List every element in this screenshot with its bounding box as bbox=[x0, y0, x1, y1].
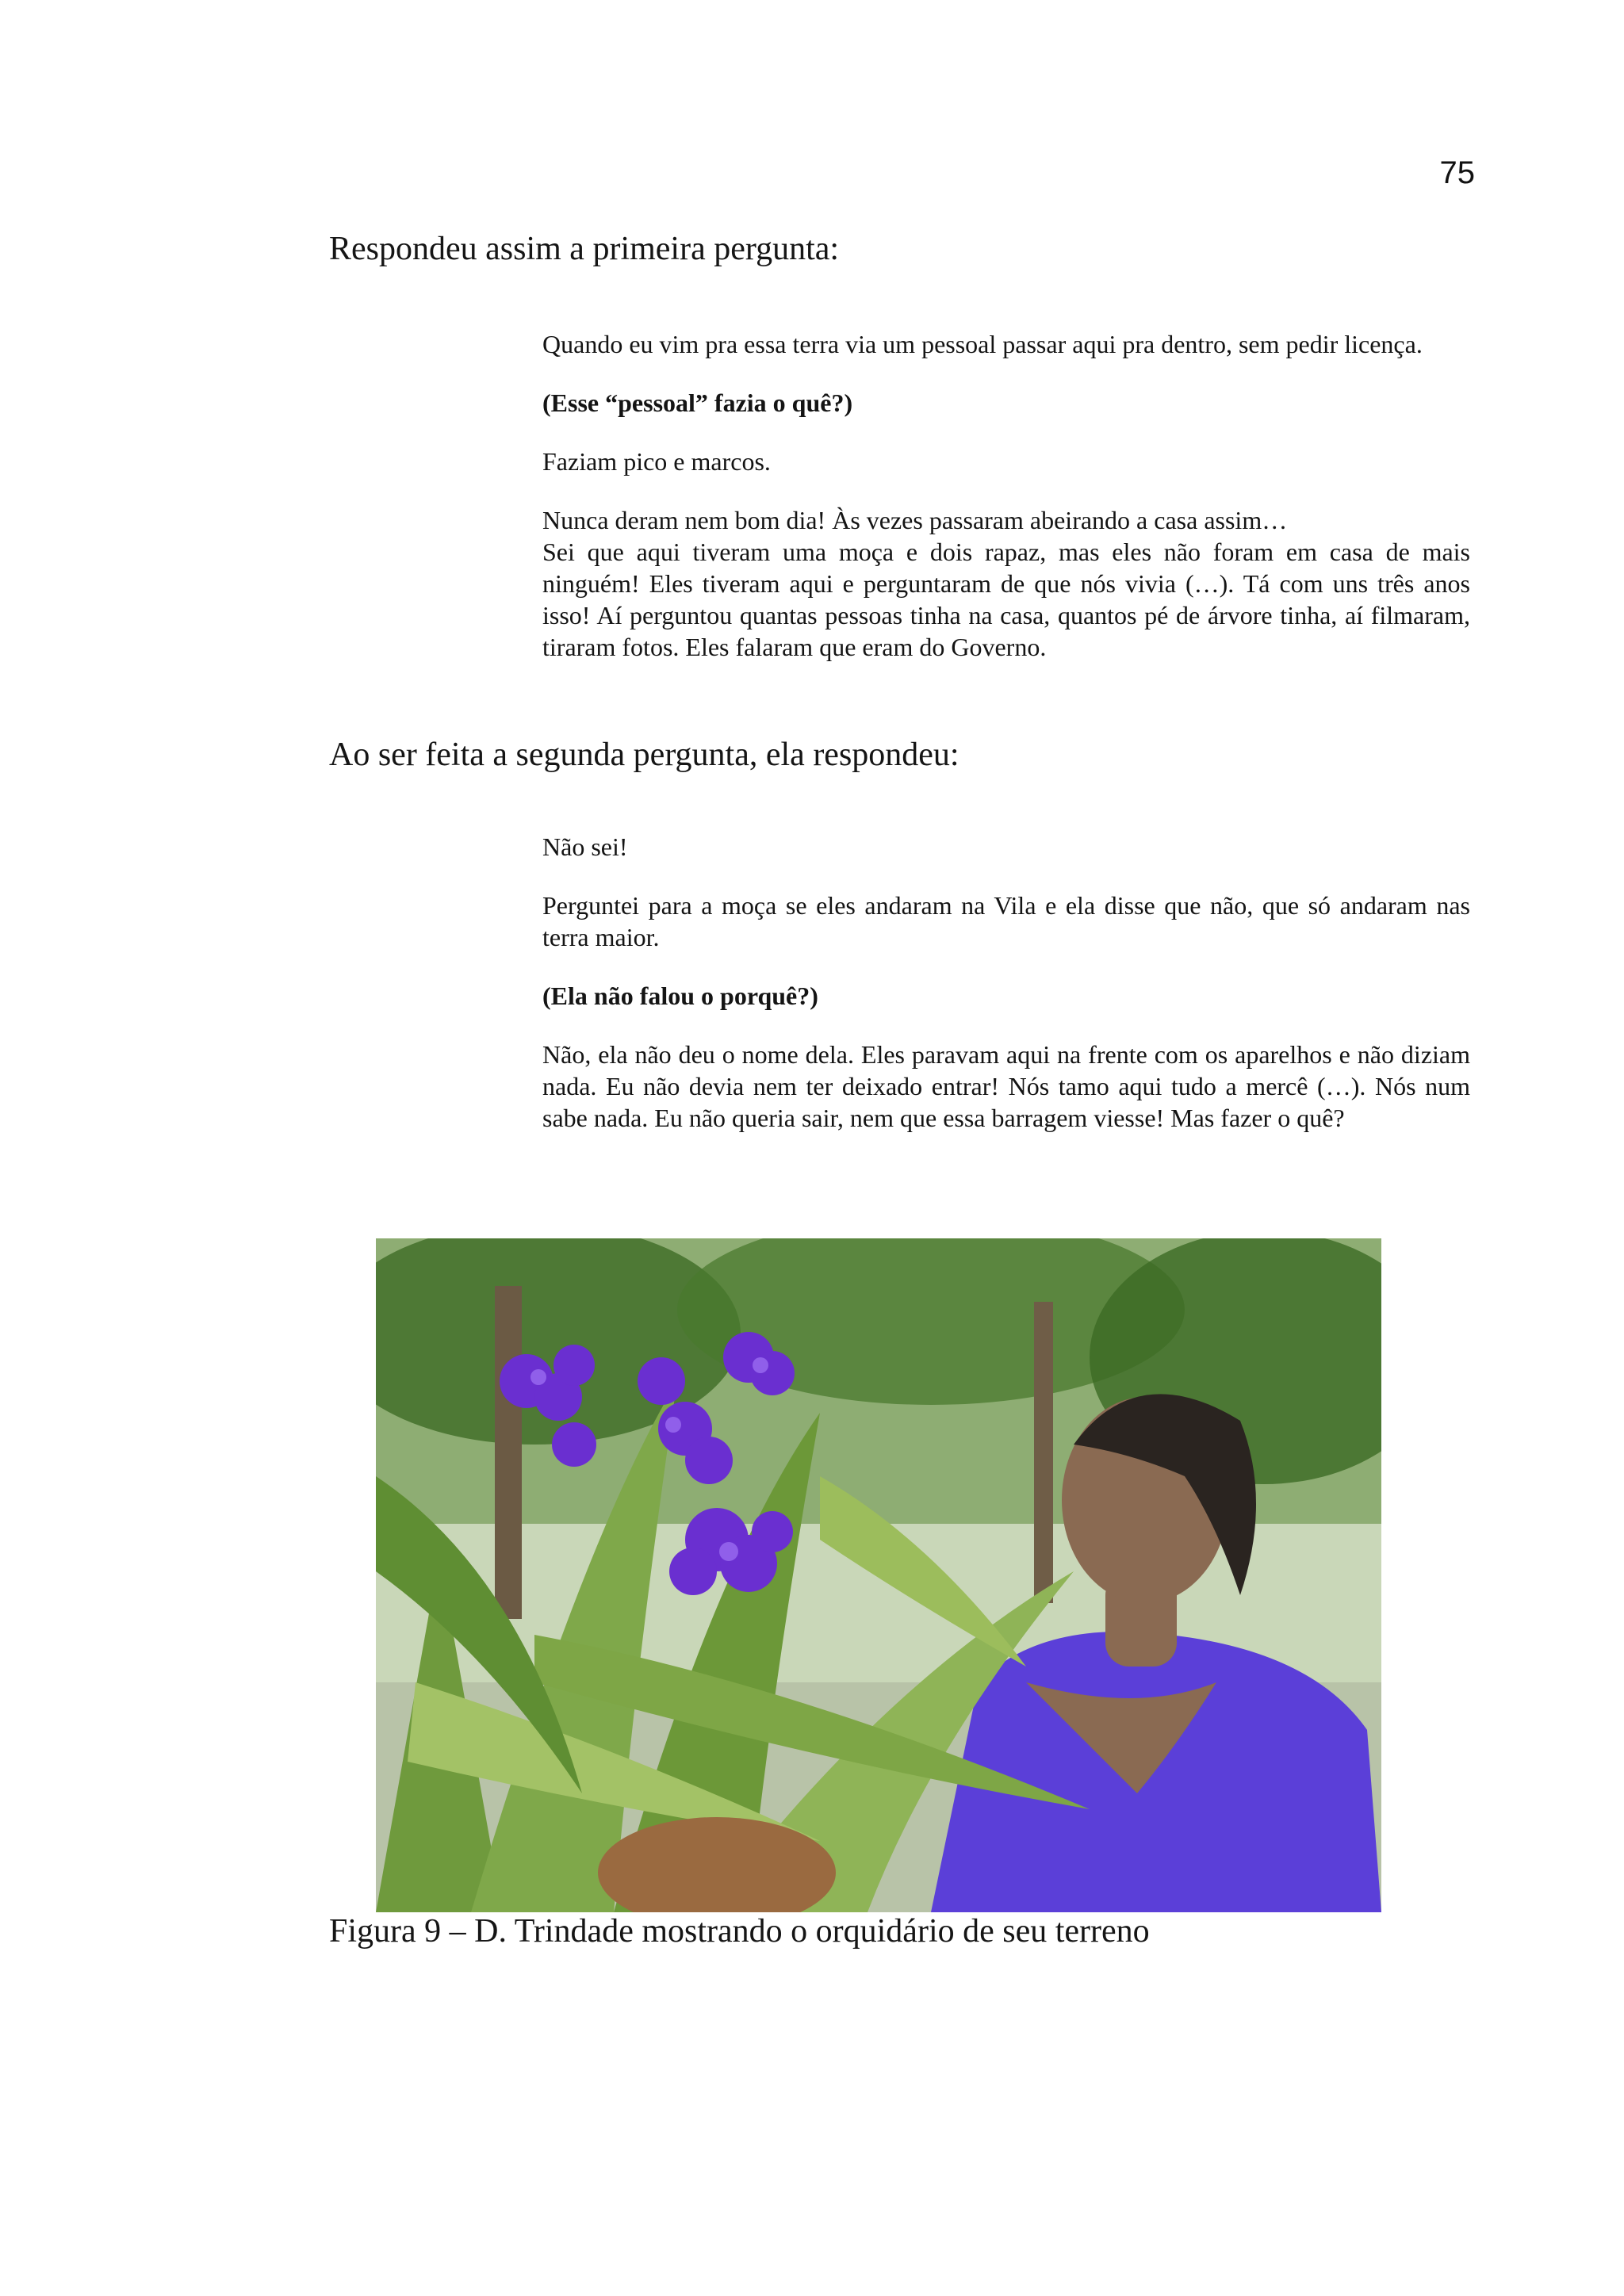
block-quote-first bbox=[542, 328, 1470, 690]
quote-paragraph: Quando eu vim pra essa terra via um pessoal passar aqui pra dentro, sem pedir licença. bbox=[542, 330, 1423, 358]
intro-first-question: Respondeu assim a primeira pergunta: bbox=[329, 231, 840, 267]
quote-paragraph: Perguntei para a moça se eles andaram na Vila e ela disse que não, que só andaram nas terra maior. bbox=[542, 891, 1470, 951]
quote-paragraph bbox=[542, 504, 1470, 663]
quote-paragraph: Não sei! bbox=[542, 832, 628, 861]
interviewer-question: (Esse “pessoal” fazia o quê?) bbox=[542, 388, 853, 417]
intro-second-question: Ao ser feita a segunda pergunta, ela respondeu: bbox=[329, 737, 959, 773]
quote-line: Nunca deram nem bom dia! Às vezes passaram abeirando a casa assim… bbox=[542, 506, 1288, 534]
interviewer-question: (Ela não falou o porquê?) bbox=[542, 982, 818, 1010]
quote-paragraph: Faziam pico e marcos. bbox=[542, 447, 771, 476]
block-quote-second bbox=[542, 831, 1470, 1161]
figure-photo bbox=[376, 1238, 1381, 1912]
quote-text: Sei que aqui tiveram uma moça e dois rapaz, mas eles não foram em casa de mais ninguém! Eles tiveram aqui e perguntaram de que nós vivia (…). Tá com uns três anos isso! Aí perguntou quantas pessoas tinha na casa, quantos pé de árvore tinha, aí filmaram, tiraram fotos. Eles falaram que eram do Governo. bbox=[542, 538, 1470, 661]
figure-caption: Figura 9 – D. Trindade mostrando o orquidário de seu terreno bbox=[329, 1913, 1150, 1950]
page-number: 75 bbox=[1439, 155, 1475, 190]
quote-paragraph: Não, ela não deu o nome dela. Eles paravam aqui na frente com os aparelhos e não diziam nada. Eu não devia nem ter deixado entrar! Nós tamo aqui tudo a mercê (…). Nós num sabe nada. Eu não queria sair, nem que essa barragem viesse! Mas fazer o quê? bbox=[542, 1040, 1470, 1132]
photo-illustration bbox=[376, 1238, 1381, 1912]
